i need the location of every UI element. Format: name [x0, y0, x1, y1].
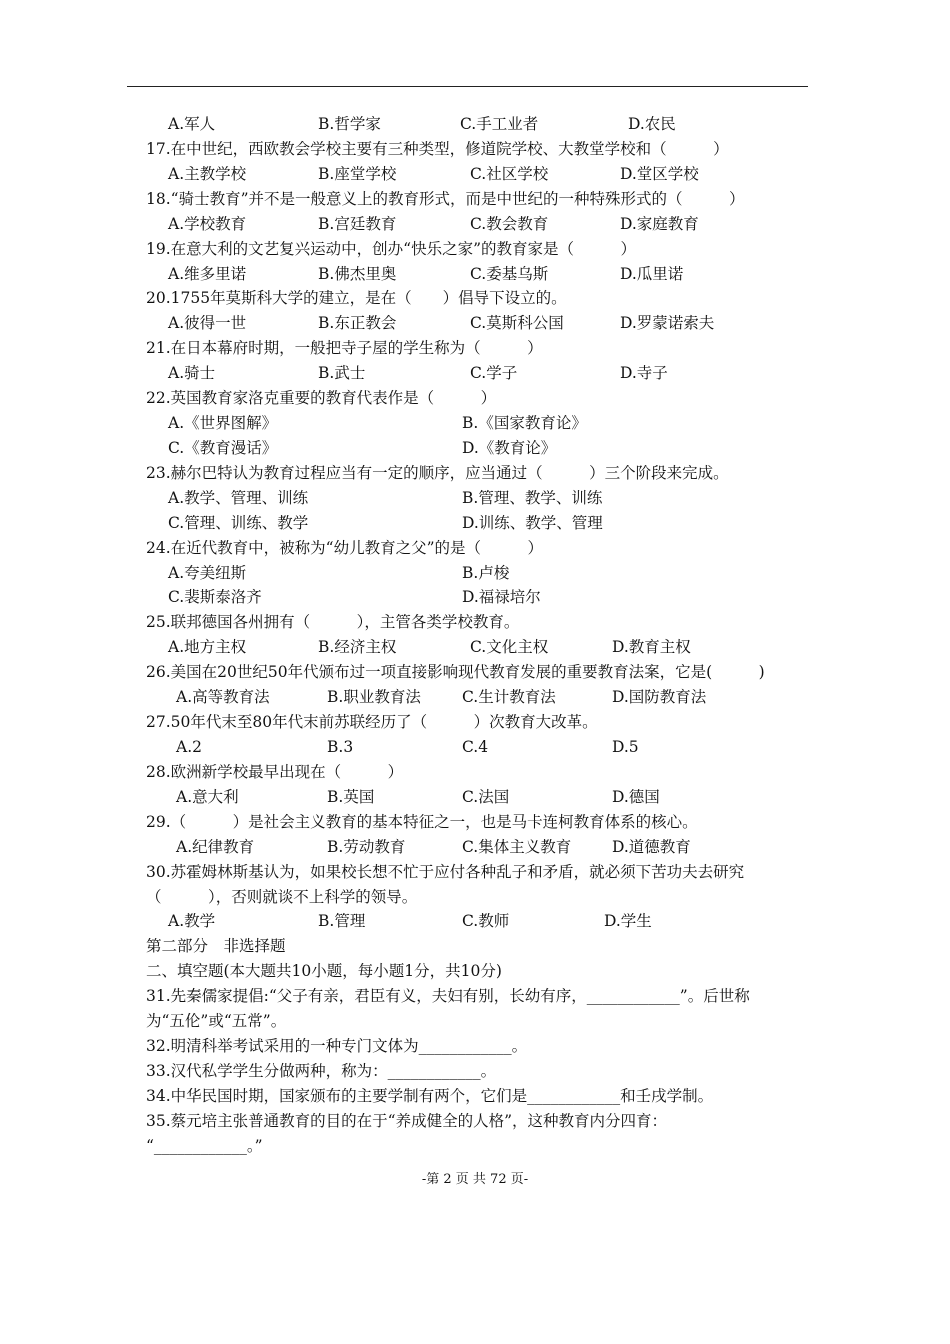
- answer-option: A.地方主权: [168, 638, 247, 657]
- answer-option: A.军人: [168, 115, 216, 133]
- answer-option: C.管理、训练、教学: [168, 513, 309, 532]
- answer-option: B.管理、教学、训练: [462, 488, 603, 507]
- question-line: 22.英国教育家洛克重要的教育代表作是（ ）: [146, 389, 497, 408]
- answer-option: D.福禄培尔: [462, 588, 541, 607]
- answer-option: A.教学、管理、训练: [168, 488, 309, 507]
- answer-option: C.社区学校: [470, 164, 549, 183]
- answer-option: A.纪律教育: [176, 837, 255, 856]
- question-line: 24.在近代教育中，被称为“幼儿教育之父”的是（ ）: [146, 538, 544, 557]
- question-line: 32.明清科举考试采用的一种专门文体为____________。: [146, 1037, 528, 1056]
- answer-option: D.《教育论》: [462, 438, 557, 457]
- answer-option: C.手工业者: [460, 115, 539, 133]
- answer-option: A.高等教育法: [176, 688, 270, 707]
- answer-option: B.3: [327, 738, 354, 756]
- answer-option: A.2: [176, 738, 202, 756]
- answer-option: D.教育主权: [612, 638, 691, 657]
- question-line: “____________。”: [146, 1136, 263, 1155]
- answer-option: C.生计教育法: [462, 688, 556, 707]
- question-line: 33.汉代私学学生分做两种，称为：____________。: [146, 1061, 497, 1080]
- answer-option: A.主教学校: [168, 164, 247, 183]
- question-line: 31.先秦儒家提倡:“父子有亲，君臣有义，夫妇有别，长幼有序，____________”。后世称: [146, 987, 750, 1006]
- answer-option: D.罗蒙诺索夫: [620, 314, 715, 333]
- answer-option: D.训练、教学、管理: [462, 513, 603, 532]
- answer-option: C.委基乌斯: [470, 264, 549, 283]
- answer-option: B.座堂学校: [318, 164, 397, 183]
- answer-option: D.堂区学校: [620, 164, 699, 183]
- answer-option: C.教师: [462, 912, 510, 931]
- answer-option: D.5: [612, 738, 639, 756]
- answer-option: B.职业教育法: [327, 688, 421, 707]
- question-line: 第二部分 非选择题: [146, 937, 286, 956]
- answer-option: B.武士: [318, 364, 366, 383]
- answer-option: D.瓜里诺: [620, 264, 684, 283]
- answer-option: C.集体主义教育: [462, 837, 572, 856]
- answer-option: A.骑士: [168, 364, 216, 383]
- answer-option: D.国防教育法: [612, 688, 707, 707]
- answer-option: B.宫廷教育: [318, 214, 397, 233]
- question-line: 26.美国在20世纪50年代颁布过一项直接影响现代教育发展的重要教育法案，它是( ): [146, 663, 765, 682]
- answer-option: C.裴斯泰洛齐: [168, 588, 262, 607]
- answer-option: C.学子: [470, 364, 518, 383]
- answer-option: D.家庭教育: [620, 214, 699, 233]
- question-line: 21.在日本幕府时期，一般把寺子屋的学生称为（ ）: [146, 339, 543, 358]
- question-line: 25.联邦德国各州拥有（ ），主管各类学校教育。: [146, 613, 520, 632]
- question-line: 30.苏霍姆林斯基认为，如果校长想不忙于应付各种乱子和矛盾，就必须下苦功夫去研究: [146, 862, 745, 881]
- answer-option: D.德国: [612, 787, 660, 806]
- answer-option: D.农民: [628, 115, 676, 133]
- answer-option: B.管理: [318, 912, 366, 931]
- answer-option: A.彼得一世: [168, 314, 247, 333]
- answer-option: B.经济主权: [318, 638, 397, 657]
- answer-option: B.《国家教育论》: [462, 414, 587, 433]
- answer-option: C.法国: [462, 787, 510, 806]
- question-line: 19.在意大利的文艺复兴运动中，创办“快乐之家”的教育家是（ ）: [146, 239, 637, 258]
- question-line: 35.蔡元培主张普通教育的目的在于“养成健全的人格”，这种教育内分四育：: [146, 1111, 668, 1130]
- answer-option: C.《教育漫话》: [168, 438, 278, 457]
- question-line: （ ），否则就谈不上科学的领导。: [146, 887, 418, 906]
- answer-option: C.教会教育: [470, 214, 549, 233]
- answer-option: C.文化主权: [470, 638, 549, 657]
- question-line: 34.中华民国时期，国家颁布的主要学制有两个，它们是____________和壬戌学制。: [146, 1086, 714, 1105]
- question-line: 二、填空题(本大题共10小题，每小题1分，共10分): [146, 962, 502, 981]
- page-footer: -第 2 页 共 72 页-: [421, 1172, 529, 1187]
- answer-option: B.英国: [327, 787, 375, 806]
- answer-option: D.道德教育: [612, 837, 691, 856]
- question-line: 28.欧洲新学校最早出现在（ ）: [146, 762, 404, 781]
- answer-option: A.夸美纽斯: [168, 563, 247, 582]
- answer-option: C.莫斯科公国: [470, 314, 564, 333]
- answer-option: B.卢梭: [462, 563, 510, 582]
- answer-option: D.学生: [604, 912, 652, 931]
- answer-option: C.4: [462, 738, 489, 756]
- answer-option: A.维多里诺: [168, 264, 247, 283]
- answer-option: B.佛杰里奥: [318, 264, 397, 283]
- answer-option: A.教学: [168, 912, 216, 931]
- question-line: 20.1755年莫斯科大学的建立，是在（ ）倡导下设立的。: [146, 289, 567, 308]
- answer-option: D.寺子: [620, 364, 668, 383]
- answer-option: B.劳动教育: [327, 837, 406, 856]
- answer-option: A.学校教育: [168, 214, 247, 233]
- answer-option: A.《世界图解》: [168, 414, 278, 433]
- header-rule: [127, 86, 808, 87]
- question-line: 27.50年代末至80年代末前苏联经历了（ ）次教育大改革。: [146, 713, 598, 732]
- answer-option: B.东正教会: [318, 314, 397, 333]
- question-line: 17.在中世纪，西欧教会学校主要有三种类型，修道院学校、大教堂学校和（ ）: [146, 139, 729, 158]
- question-line: 23.赫尔巴特认为教育过程应当有一定的顺序，应当通过（ ）三个阶段来完成。: [146, 463, 729, 482]
- question-line: 29.（ ）是社会主义教育的基本特征之一，也是马卡连柯教育体系的核心。: [146, 812, 698, 831]
- answer-option: A.意大利: [176, 787, 239, 806]
- question-line: 18.“骑士教育”并不是一般意义上的教育形式，而是中世纪的一种特殊形式的（ ）: [146, 189, 745, 208]
- question-line: 为“五伦”或“五常”。: [146, 1012, 287, 1031]
- answer-option: B.哲学家: [318, 115, 381, 133]
